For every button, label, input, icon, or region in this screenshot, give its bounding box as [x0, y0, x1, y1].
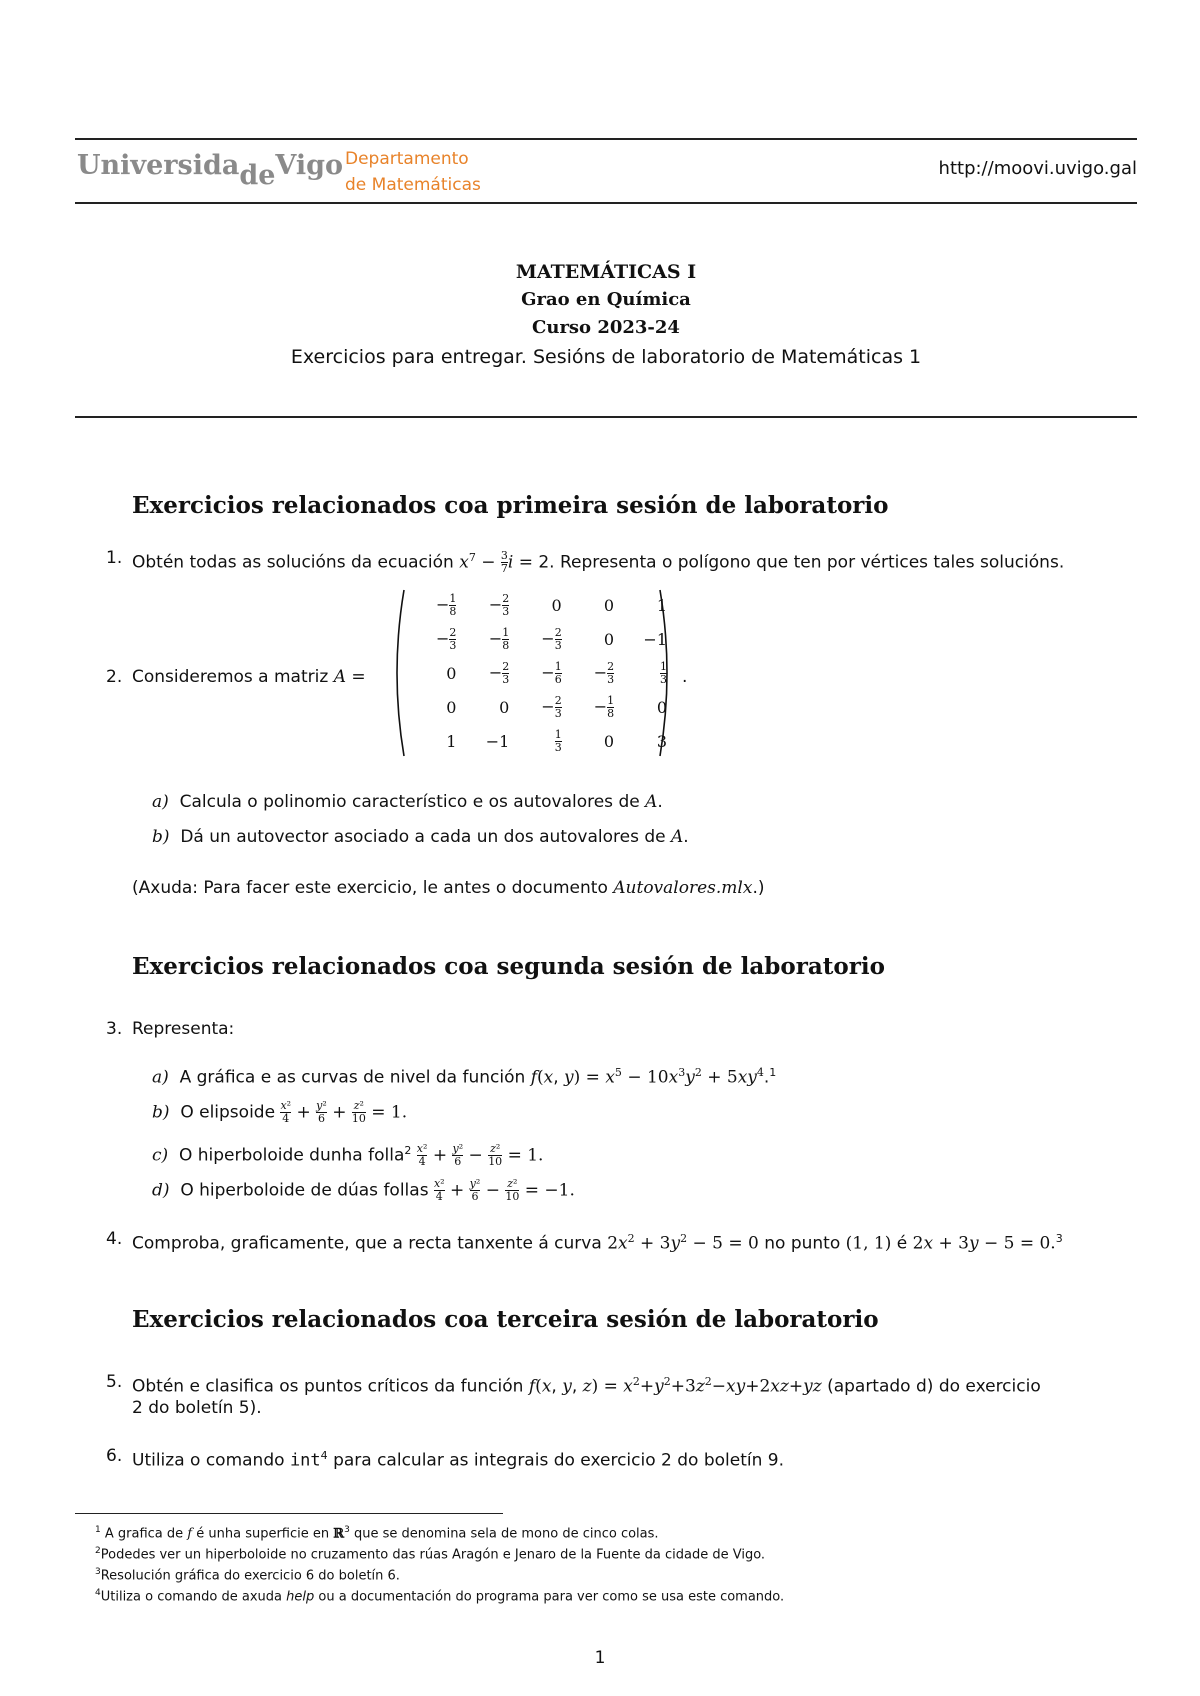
exercise-number: 3. [106, 1019, 123, 1039]
footnote-4-post: ou a documentación do programa para ver como se usa este comando. [318, 1589, 785, 1605]
exercise-3d-text: O hiperboloide de dúas follas [180, 1180, 429, 1201]
footnote-1-pre: A grafica de [104, 1526, 184, 1542]
matrix-cell: $\frac{1}{3}$ [554, 727, 562, 754]
matrix-row [410, 588, 673, 622]
exercise-4-pre: Comproba, graficamente, que a recta tanxente á curva [132, 1233, 602, 1254]
exercise-number: 1. [106, 548, 123, 568]
exercise-2-help [132, 876, 764, 900]
matrix-cell: − $\frac{2}{3}$ [541, 625, 562, 652]
exercise-2a-text: Calcula o polinomio característico e os autovalores de [179, 792, 640, 812]
section-heading-1: Exercicios relacionados coa primeira sesión de laboratorio [132, 492, 889, 519]
footnote-3: $^3$Resolución gráfica do exercicio 6 do boletín 6. [95, 1567, 400, 1584]
matrix-period: . [682, 667, 688, 687]
title-bottom-rule [75, 416, 1137, 418]
exercise-3c-text: O hiperboloide dunha folla [178, 1145, 405, 1166]
footnote-1: $^1$ A grafica de f é unha superficie en ℝ$^3$ que se denomina sela de mono de cinco colas. [95, 1525, 659, 1542]
exercise-6-text: Utiliza o comando int$^4$ para calcular as integrais do exercicio 2 do boletín 9. [132, 1449, 784, 1471]
exercise-4-text: Comproba, graficamente, que a recta tanxente á curva $2x^2 + 3y^2 - 5 = 0$ no punto (1, 1) é 2x + 3y − 5 = 0.$^3$ [132, 1232, 1063, 1254]
footnote-1-post: é unha superficie en [196, 1526, 330, 1542]
matrix-row [410, 622, 673, 656]
exercise-2-pre: Consideremos a matriz [132, 667, 329, 687]
exercise-3d: d) O hiperboloide de dúas follas $\frac{\text{x²}}{4}$ + $\frac{\text{y²}}{6}$ − $\frac{\text{z²}}{10}$ = −1. [152, 1177, 575, 1203]
matrix-cell: − $\frac{1}{6}$ [541, 659, 562, 686]
header-url[interactable]: http://moovi.uvigo.gal [938, 158, 1137, 179]
matrix-cell: 0 [551, 595, 562, 615]
footnote-4-pre: Utiliza o comando de axuda [100, 1589, 282, 1605]
matrix-cell: − $\frac{1}{8}$ [436, 591, 457, 618]
exercise-5-line2: 2 do boletín 5). [132, 1398, 262, 1418]
footnote-4-help: help [286, 1589, 315, 1605]
help-post: .) [752, 878, 765, 898]
dept-line-1: Departamento [345, 149, 469, 169]
course-title: MATEMÁTICAS I [515, 261, 697, 283]
exercise-5-text: Obtén e clasifica os puntos críticos da función f(x, y, $z) = x^2+y^2+3z^2-xy+2xz+yz$ (apartado d) do exercicio [132, 1375, 1041, 1397]
right-paren-icon [656, 588, 676, 758]
department-name [345, 146, 481, 198]
footnote-rule [75, 1513, 503, 1514]
logo-text-2: de [239, 160, 276, 191]
matrix-cell: 3 [656, 731, 667, 751]
matrix-cell: 0 [656, 697, 667, 717]
exercise-3b: b) O elipsoide $\frac{\text{x²}}{4}$ + $\frac{\text{y²}}{6}$ + $\frac{\text{z²}}{10}$ = 1. [152, 1099, 408, 1125]
header-top-rule [75, 138, 1137, 140]
exercise-6-pre: Utiliza o comando [132, 1450, 285, 1471]
matrix-cell: −1 [643, 629, 667, 649]
exercise-4-mid: no punto [764, 1233, 841, 1254]
exercise-number: 2. [106, 667, 123, 687]
exercise-number: 4. [106, 1229, 123, 1249]
matrix-cell: 0 [446, 663, 457, 683]
matrix-cell: 0 [499, 697, 510, 717]
help-pre: (Axuda: Para facer este exercicio, le antes o documento [132, 878, 608, 898]
exercise-1-text: Obtén todas as solucións da ecuación $x^7$ − $\frac{3}{7}$ i = 2. Representa o polígono que ten por vértices tales solucións. [132, 549, 1065, 576]
exercise-3b-text: O elipsoide [180, 1102, 276, 1123]
logo-text-1: Universida [77, 150, 240, 181]
footnote-2-text: Podedes ver un hiperboloide no cruzamento das rúas Aragón e Jenaro de la Fuente da cidade de Vigo. [100, 1547, 766, 1563]
matrix-row [410, 656, 673, 690]
footnote-4: $^4$Utiliza o comando de axuda help ou a documentación do programa para ver como se usa este comando. [95, 1588, 785, 1605]
matrix-cell: − $\frac{2}{3}$ [436, 625, 457, 652]
matrix-cell: − $\frac{2}{3}$ [593, 659, 615, 686]
logo-text-3: Vigo [275, 150, 344, 181]
degree-name: Grao en Química [521, 289, 691, 310]
command-name: int [289, 1450, 321, 1471]
matrix-cell: − $\frac{2}{3}$ [488, 659, 510, 686]
exercise-3c: c) O hiperboloide dunha folla$^2$ $\frac{\text{x²}}{4}$ + $\frac{\text{y²}}{6}$ − $\frac{\text{z²}}{10}$ = 1. [152, 1142, 544, 1169]
section-heading-3: Exercicios relacionados coa terceira sesión de laboratorio [132, 1306, 879, 1333]
matrix-a [388, 588, 673, 758]
exercise-number: 6. [106, 1446, 123, 1466]
subitem-label: b) [152, 827, 170, 847]
exercise-2a: a) Calcula o polinomio característico e os autovalores de A. [152, 792, 663, 812]
exercise-3-text: Representa: [132, 1019, 235, 1039]
exercise-2-text: Consideremos a matriz A = [132, 667, 366, 687]
exercise-number: 5. [106, 1372, 123, 1392]
matrix-table [410, 588, 673, 758]
document-subtitle: Exercicios para entregar. Sesións de laboratorio de Matemáticas 1 [290, 346, 922, 368]
exercise-1-pre: Obtén todas as solucións da ecuación [132, 552, 454, 573]
matrix-row [410, 724, 673, 758]
footnote-2: $^2$Podedes ver un hiperboloide no cruzamento das rúas Aragón e Jenaro de la Fuente da cidade de Vigo. [95, 1546, 766, 1563]
matrix-cell: − $\frac{1}{8}$ [593, 693, 615, 720]
left-paren-icon [388, 588, 408, 758]
exercise-2b-text: Dá un autovector asociado a cada un dos autovalores de [180, 827, 666, 847]
subitem-label: b) [152, 1102, 170, 1123]
help-document-name: Autovalores.mlx [613, 878, 753, 898]
header-bottom-rule [75, 202, 1137, 204]
matrix-cell: $\frac{1}{3}$ [660, 659, 667, 686]
section-heading-2: Exercicios relacionados coa segunda sesión de laboratorio [132, 953, 885, 980]
subitem-label: a) [152, 792, 169, 812]
subitem-label: a) [152, 1067, 169, 1088]
matrix-cell: − $\frac{1}{8}$ [488, 625, 510, 652]
matrix-cell: − $\frac{2}{3}$ [488, 591, 510, 618]
university-logo [77, 150, 344, 191]
matrix-cell: 0 [603, 731, 615, 751]
exercise-1-post: = 2. Representa o polígono que ten por vértices tales solucións. [518, 552, 1065, 573]
matrix-cell: 0 [446, 697, 457, 717]
exercise-6-post: para calcular as integrais do exercicio 2 do boletín 9. [333, 1450, 784, 1471]
footnote-1-end: que se denomina sela de mono de cinco colas. [353, 1526, 659, 1542]
exercise-2b: b) Dá un autovector asociado a cada un dos autovalores de A. [152, 827, 689, 847]
matrix-row [410, 690, 673, 724]
exercise-4-mid2: é [896, 1233, 908, 1254]
title-block [75, 258, 1137, 372]
page-number: 1 [594, 1648, 606, 1668]
matrix-cell: 0 [603, 629, 615, 649]
academic-year: Curso 2023-24 [532, 317, 680, 338]
footnote-3-text: Resolución gráfica do exercicio 6 do boletín 6. [100, 1568, 400, 1584]
subitem-label: c) [152, 1145, 169, 1166]
exercise-3a-text: A gráfica e as curvas de nivel da función [179, 1067, 526, 1088]
matrix-cell: 1 [656, 595, 667, 615]
matrix-cell: 0 [603, 595, 615, 615]
matrix-cell: − $\frac{2}{3}$ [541, 693, 562, 720]
dept-line-2: de Matemáticas [345, 175, 481, 195]
exercise-5-post: (apartado d) do exercicio [827, 1376, 1041, 1397]
subitem-label: d) [152, 1180, 170, 1201]
matrix-cell: 1 [446, 731, 457, 751]
matrix-cell: −1 [485, 731, 510, 751]
exercise-5-pre: Obtén e clasifica os puntos críticos da función [132, 1376, 524, 1397]
exercise-3a: a) A gráfica e as curvas de nivel da función f(x, $y) = x^5 - 10x^3y^2 + 5xy^4.^1$ [152, 1066, 777, 1088]
